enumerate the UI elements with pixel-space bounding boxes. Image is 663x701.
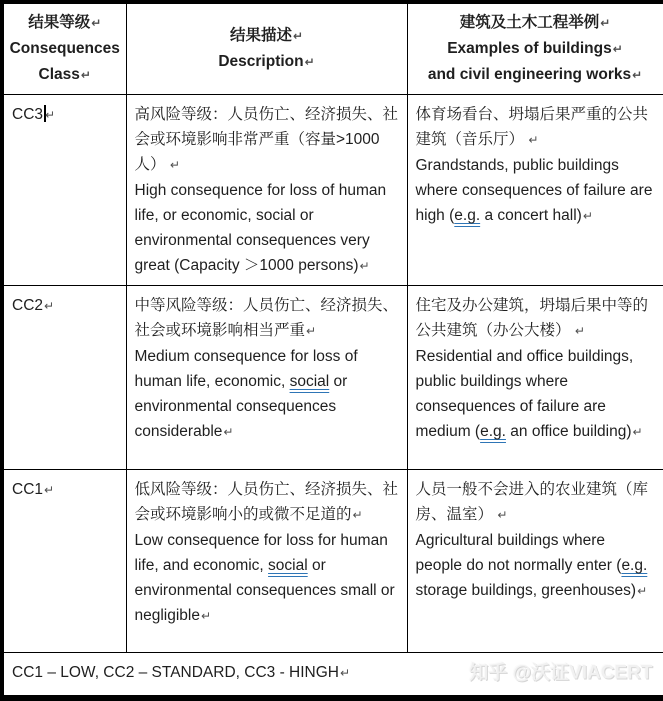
paragraph-mark: ↵ bbox=[306, 324, 317, 338]
paragraph-mark: ↵ bbox=[45, 108, 56, 122]
table-footer-row bbox=[2, 653, 663, 698]
cc2-examples-cell: 住宅及办公建筑，坍塌后果中等的公共建筑（办公大楼） ↵ Residential and office buildings, public buildings where consequences of failure are medium (e.g. an office building)↵ bbox=[407, 286, 663, 470]
cc1-examples-cell: 人员一般不会进入的农业建筑（库房、温室） ↵ Agricultural buildings where people do not normally enter (e.g. storage buildings, greenhouses)↵ bbox=[407, 470, 663, 653]
header-consequences-class: 结果等级↵ Consequences Class↵ bbox=[2, 2, 126, 95]
table-header-row bbox=[2, 2, 663, 95]
table-row-cc2 bbox=[2, 286, 663, 470]
paragraph-mark: ↵ bbox=[525, 133, 539, 147]
cc3-description-cell: 高风险等级：人员伤亡、经济损失、社会或环境影响非常严重（容量>1000 人） ↵ High consequence for loss of human life, or economic, social or environmental consequences very great (Capacity ＞1000 persons)↵ bbox=[126, 95, 407, 286]
paragraph-mark: ↵ bbox=[571, 324, 585, 338]
paragraph-mark: ↵ bbox=[632, 425, 643, 439]
paragraph-mark: ↵ bbox=[340, 665, 351, 680]
header-description: 结果描述↵ Description↵ bbox=[126, 2, 407, 95]
cc1-class-cell: CC1↵ bbox=[2, 470, 126, 653]
cc2-description-cell: 中等风险等级：人员伤亡、经济损失、社会或环境影响相当严重↵ Medium consequence for loss of human life, economic, social or environmental consequences considerable↵ bbox=[126, 286, 407, 470]
paragraph-mark: ↵ bbox=[494, 508, 508, 522]
paragraph-mark: ↵ bbox=[582, 209, 593, 223]
paragraph-mark: ↵ bbox=[44, 299, 55, 313]
cc3-examples-cell: 体育场看台、坍塌后果严重的公共建筑（音乐厅） ↵ Grandstands, public buildings where consequences of failure are high (e.g. a concert hall)↵ bbox=[407, 95, 663, 286]
paragraph-mark: ↵ bbox=[632, 68, 643, 82]
cc1-description-cell: 低风险等级：人员伤亡、经济损失、社会或环境影响小的或微不足道的↵ Low consequence for loss for human life, and economic, social or environmental consequences small or negligible↵ bbox=[126, 470, 407, 653]
watermark: 知乎 @沃证VIACERT bbox=[469, 662, 653, 684]
cc2-class-cell: CC2↵ bbox=[2, 286, 126, 470]
paragraph-mark: ↵ bbox=[600, 16, 611, 30]
grammar-underlined-text: e.g. bbox=[480, 423, 506, 440]
grammar-underlined-text: social bbox=[268, 557, 308, 574]
footer-note: CC1 – LOW, CC2 – STANDARD, CC3 - HINGH↵ bbox=[12, 663, 351, 681]
paragraph-mark: ↵ bbox=[612, 42, 623, 56]
table-row-cc3 bbox=[2, 95, 663, 286]
paragraph-mark: ↵ bbox=[44, 483, 55, 497]
grammar-underlined-text: social bbox=[289, 373, 330, 390]
cc3-class-cell: CC3 ↵ bbox=[2, 95, 126, 286]
paragraph-mark: ↵ bbox=[91, 16, 102, 30]
paragraph-mark: ↵ bbox=[637, 584, 648, 598]
footer-note-cell bbox=[2, 653, 663, 698]
paragraph-mark: ↵ bbox=[80, 68, 91, 82]
paragraph-mark: ↵ bbox=[359, 259, 370, 273]
table-row-cc1 bbox=[2, 470, 663, 653]
paragraph-mark: ↵ bbox=[201, 609, 212, 623]
paragraph-mark: ↵ bbox=[223, 425, 234, 439]
grammar-underlined-text: e.g. bbox=[454, 207, 481, 224]
paragraph-mark: ↵ bbox=[292, 29, 304, 43]
paragraph-mark: ↵ bbox=[352, 508, 363, 522]
paragraph-mark: ↵ bbox=[166, 158, 180, 172]
paragraph-mark: ↵ bbox=[304, 55, 315, 69]
grammar-underlined-text: e.g. bbox=[621, 557, 648, 574]
header-examples: 建筑及土木工程举例↵ Examples of buildings↵ and civil engineering works↵ bbox=[407, 2, 663, 95]
